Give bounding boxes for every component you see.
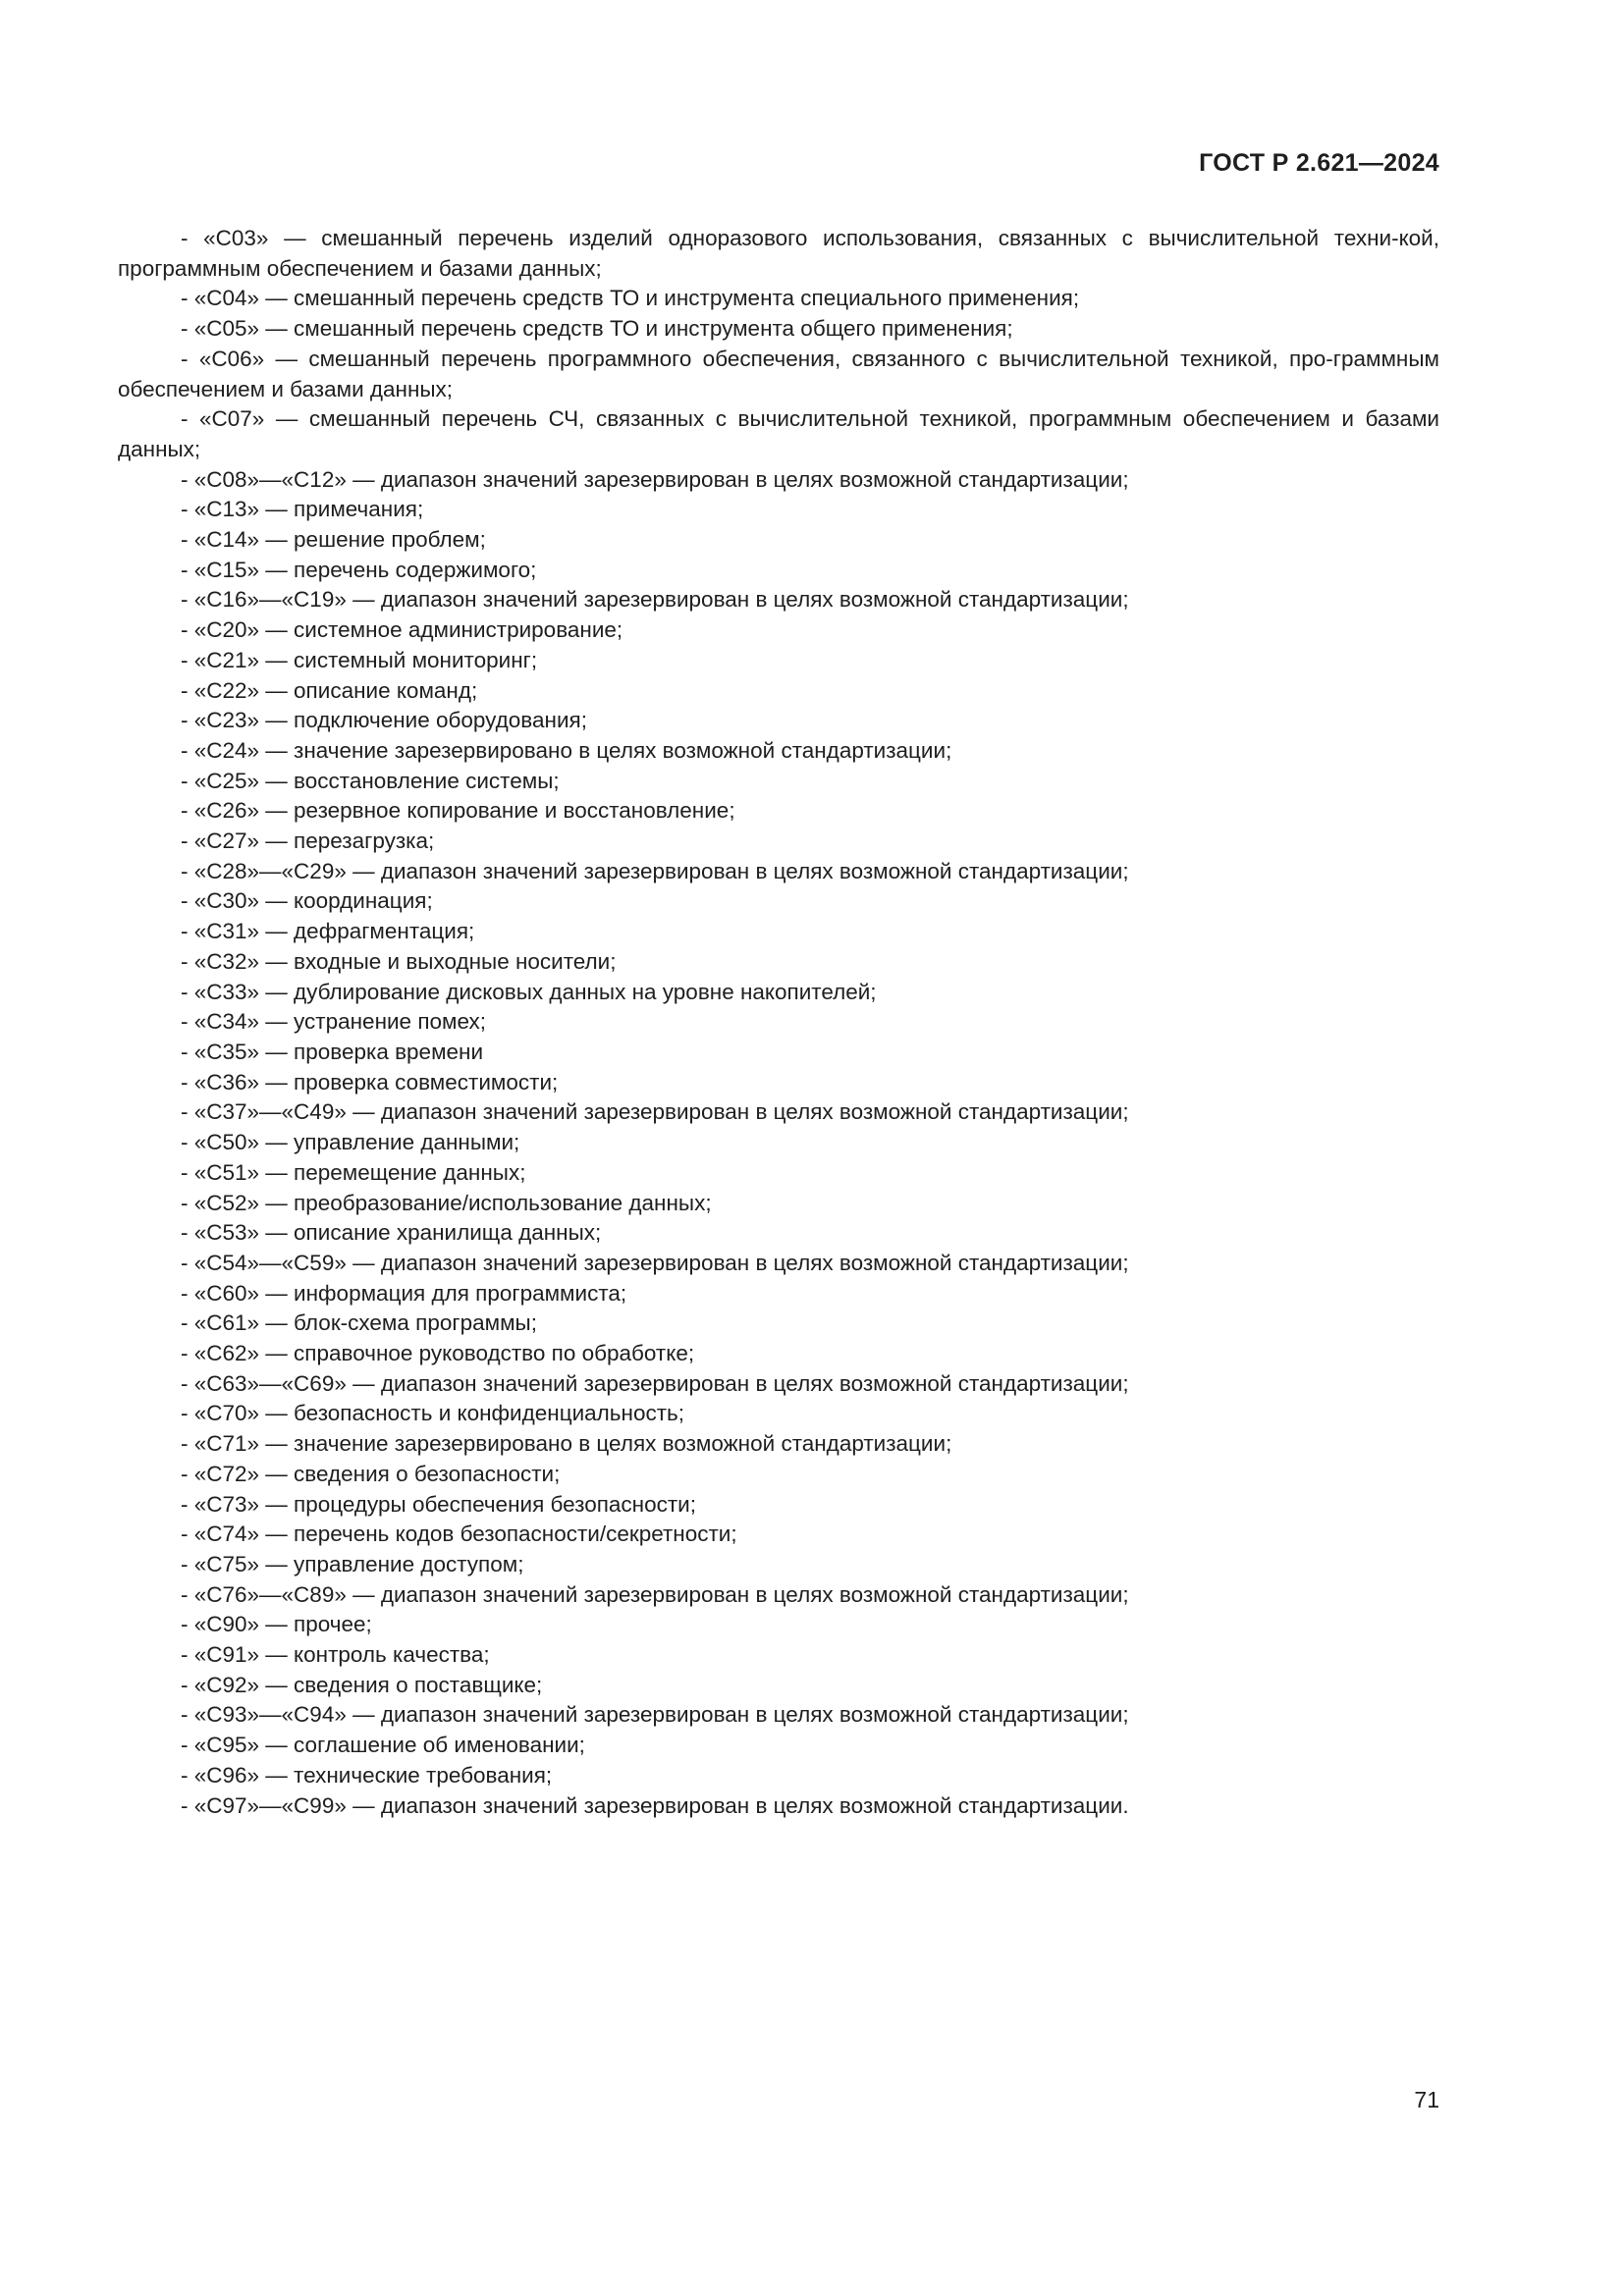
list-item: - «С16»—«С19» — диапазон значений зарезервирован в целях возможной стандартизации; bbox=[181, 587, 1129, 613]
list-item: - «С53» — описание хранилища данных; bbox=[181, 1220, 602, 1246]
list-item: - «С61» — блок-схема программы; bbox=[181, 1310, 537, 1336]
list-item: - «С71» — значение зарезервировано в целях возможной стандартизации; bbox=[181, 1431, 952, 1457]
list-item: - «С24» — значение зарезервировано в целях возможной стандартизации; bbox=[181, 737, 952, 763]
list-item: - «С26» — резервное копирование и восстановление; bbox=[181, 798, 735, 824]
list-item: - «С63»—«С69» — диапазон значений зарезервирован в целях возможной стандартизации; bbox=[181, 1370, 1129, 1396]
list-item: - «С52» — преобразование/использование данных; bbox=[181, 1190, 712, 1215]
list-item: - «С96» — технические требования; bbox=[181, 1762, 553, 1788]
list-item: - «С04» — смешанный перечень средств ТО и инструмента специального применения; bbox=[181, 286, 1080, 311]
list-item: - «С07» — смешанный перечень СЧ, связанных с вычислительной техникой, программным обеспечением и базами данных; bbox=[118, 406, 1439, 461]
list-item: - «С60» — информация для программиста; bbox=[181, 1280, 627, 1306]
list-item: - «С13» — примечания; bbox=[181, 497, 424, 522]
list-item: - «С95» — соглашение об именовании; bbox=[181, 1733, 585, 1758]
list-item: - «С93»—«С94» — диапазон значений зарезервирован в целях возможной стандартизации; bbox=[181, 1702, 1129, 1728]
list-item: - «С14» — решение проблем; bbox=[181, 527, 486, 553]
list-item: - «С05» — смешанный перечень средств ТО и инструмента общего применения; bbox=[181, 316, 1013, 342]
list-item: - «С30» — координация; bbox=[181, 888, 433, 914]
list-item: - «С31» — дефрагментация; bbox=[181, 919, 475, 944]
list-item: - «С62» — справочное руководство по обработке; bbox=[181, 1341, 695, 1366]
list-item: - «С37»—«С49» — диапазон значений зарезервирован в целях возможной стандартизации; bbox=[181, 1099, 1129, 1125]
list-item: - «С06» — смешанный перечень программного обеспечения, связанного с вычислительной техникой, про-граммным обеспечением и базами данных; bbox=[118, 346, 1439, 401]
list-item: - «С72» — сведения о безопасности; bbox=[181, 1461, 561, 1486]
list-item: - «С90» — прочее; bbox=[181, 1612, 372, 1637]
code-list bbox=[118, 224, 1439, 1821]
list-item: - «С27» — перезагрузка; bbox=[181, 828, 435, 854]
list-item: - «С75» — управление доступом; bbox=[181, 1551, 524, 1576]
list-item: - «С76»—«С89» — диапазон значений зарезервирован в целях возможной стандартизации; bbox=[181, 1581, 1129, 1607]
list-item: - «С70» — безопасность и конфиденциальность; bbox=[181, 1401, 684, 1426]
list-item: - «С34» — устранение помех; bbox=[181, 1009, 487, 1035]
list-item: - «С97»—«С99» — диапазон значений зарезервирован в целях возможной стандартизации. bbox=[181, 1792, 1129, 1818]
list-item: - «С08»—«С12» — диапазон значений зарезервирован в целях возможной стандартизации; bbox=[181, 466, 1129, 492]
list-item: - «С73» — процедуры обеспечения безопасности; bbox=[181, 1491, 696, 1517]
page-number: 71 bbox=[1414, 2087, 1439, 2112]
list-item: - «С91» — контроль качества; bbox=[181, 1642, 490, 1668]
list-item: - «С21» — системный мониторинг; bbox=[181, 647, 538, 672]
list-item: - «С35» — проверка времени bbox=[181, 1039, 484, 1064]
list-item: - «С03» — смешанный перечень изделий одноразового использования, связанных с вычислительной техни-кой, программным обеспечением и базами данных; bbox=[118, 226, 1439, 281]
list-item: - «С22» — описание команд; bbox=[181, 677, 478, 703]
list-item: - «С74» — перечень кодов безопасности/секретности; bbox=[181, 1522, 737, 1547]
list-item: - «С28»—«С29» — диапазон значений зарезервирован в целях возможной стандартизации; bbox=[181, 858, 1129, 883]
list-item: - «С32» — входные и выходные носители; bbox=[181, 948, 617, 974]
list-item: - «С92» — сведения о поставщике; bbox=[181, 1672, 543, 1697]
list-item: - «С20» — системное администрирование; bbox=[181, 617, 623, 643]
list-item: - «С23» — подключение оборудования; bbox=[181, 708, 587, 733]
list-item: - «С25» — восстановление системы; bbox=[181, 768, 560, 793]
document-code-header: ГОСТ Р 2.621—2024 bbox=[1199, 149, 1439, 177]
list-item: - «С15» — перечень содержимого; bbox=[181, 557, 537, 582]
list-item: - «С54»—«С59» — диапазон значений зарезервирован в целях возможной стандартизации; bbox=[181, 1250, 1129, 1275]
list-item: - «С33» — дублирование дисковых данных на уровне накопителей; bbox=[181, 979, 877, 1004]
list-item: - «С36» — проверка совместимости; bbox=[181, 1069, 559, 1095]
list-item: - «С50» — управление данными; bbox=[181, 1130, 520, 1155]
list-item: - «С51» — перемещение данных; bbox=[181, 1159, 526, 1185]
